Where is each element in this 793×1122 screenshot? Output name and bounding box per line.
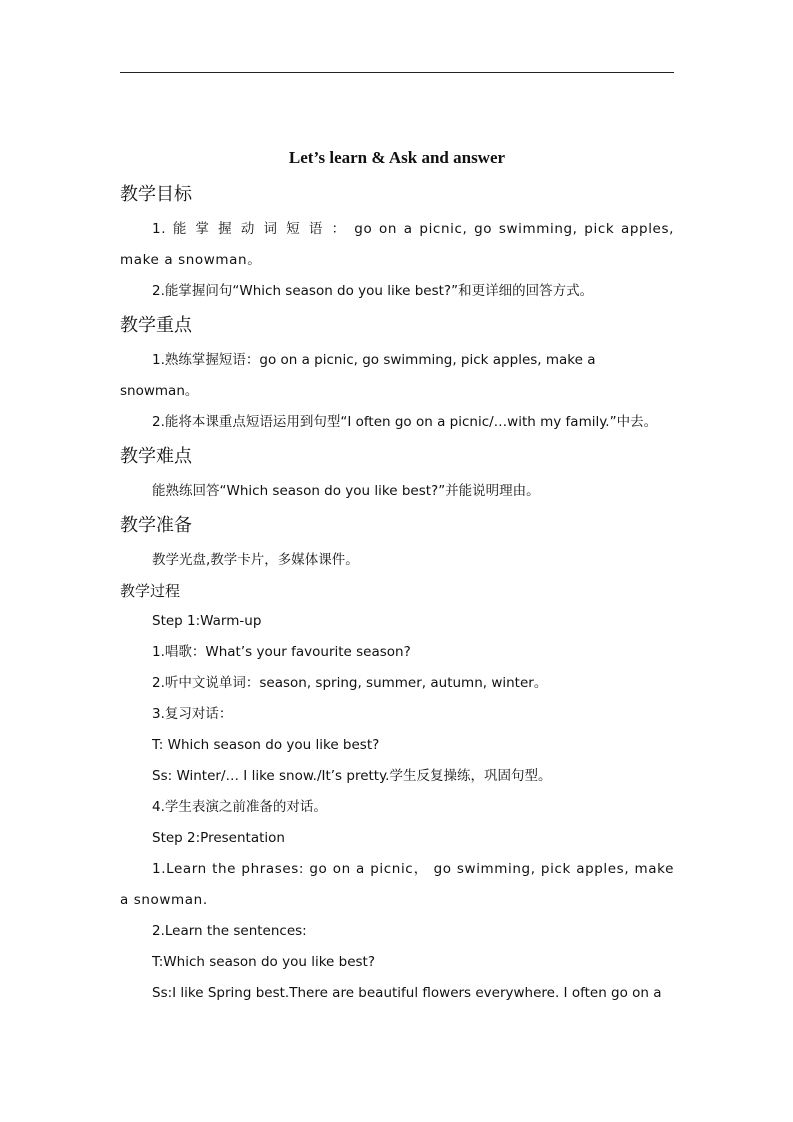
- header-rule: [120, 72, 674, 73]
- key-point-item: 1.熟练掌握短语：go on a picnic, go swimming, pick apples, make a snowman。: [120, 352, 596, 399]
- process-line: Step 1:Warm-up: [152, 613, 262, 629]
- process-line: 2.Learn the sentences:: [152, 923, 307, 939]
- process-line: T: Which season do you like best?: [152, 737, 380, 753]
- objective-item: 1. 能 掌 握 动 词 短 语 ： go on a picnic, go swimming, pick apples, make a snowman。: [120, 221, 674, 268]
- heading-process: 教学过程: [120, 582, 181, 600]
- process-line: 4.学生表演之前准备的对话。: [152, 799, 327, 815]
- process-line: 2.听中文说单词：season, spring, summer, autumn, winter。: [152, 675, 548, 691]
- process-line: Step 2:Presentation: [152, 830, 285, 846]
- preparation-item: 教学光盘,教学卡片，多媒体课件。: [152, 552, 359, 568]
- process-line: Ss:I like Spring best.There are beautiful flowers everywhere. I often go on a: [152, 985, 662, 1001]
- key-point-item: 2.能将本课重点短语运用到句型“I often go on a picnic/…with my family.”中去。: [152, 414, 658, 430]
- heading-key-points: 教学重点: [120, 315, 192, 336]
- objective-item: 2.能掌握问句“Which season do you like best?”和更详细的回答方式。: [152, 283, 594, 299]
- process-line: 1.唱歌：What’s your favourite season?: [152, 644, 411, 660]
- process-line: 3.复习对话：: [152, 706, 233, 722]
- heading-preparation: 教学准备: [120, 515, 192, 536]
- process-line: 1.Learn the phrases: go on a picnic， go swimming, pick apples, make a snowman.: [120, 861, 674, 908]
- process-line: Ss: Winter/… I like snow./It’s pretty.学生反复操练，巩固句型。: [152, 768, 552, 784]
- difficulty-item: 能熟练回答“Which season do you like best?”并能说明理由。: [152, 483, 540, 499]
- heading-objectives: 教学目标: [120, 184, 192, 205]
- heading-difficulties: 教学难点: [120, 446, 192, 467]
- document-body: [120, 140, 674, 1009]
- page-title: Let’s learn & Ask and answer: [288, 148, 506, 167]
- process-line: T:Which season do you like best?: [152, 954, 376, 970]
